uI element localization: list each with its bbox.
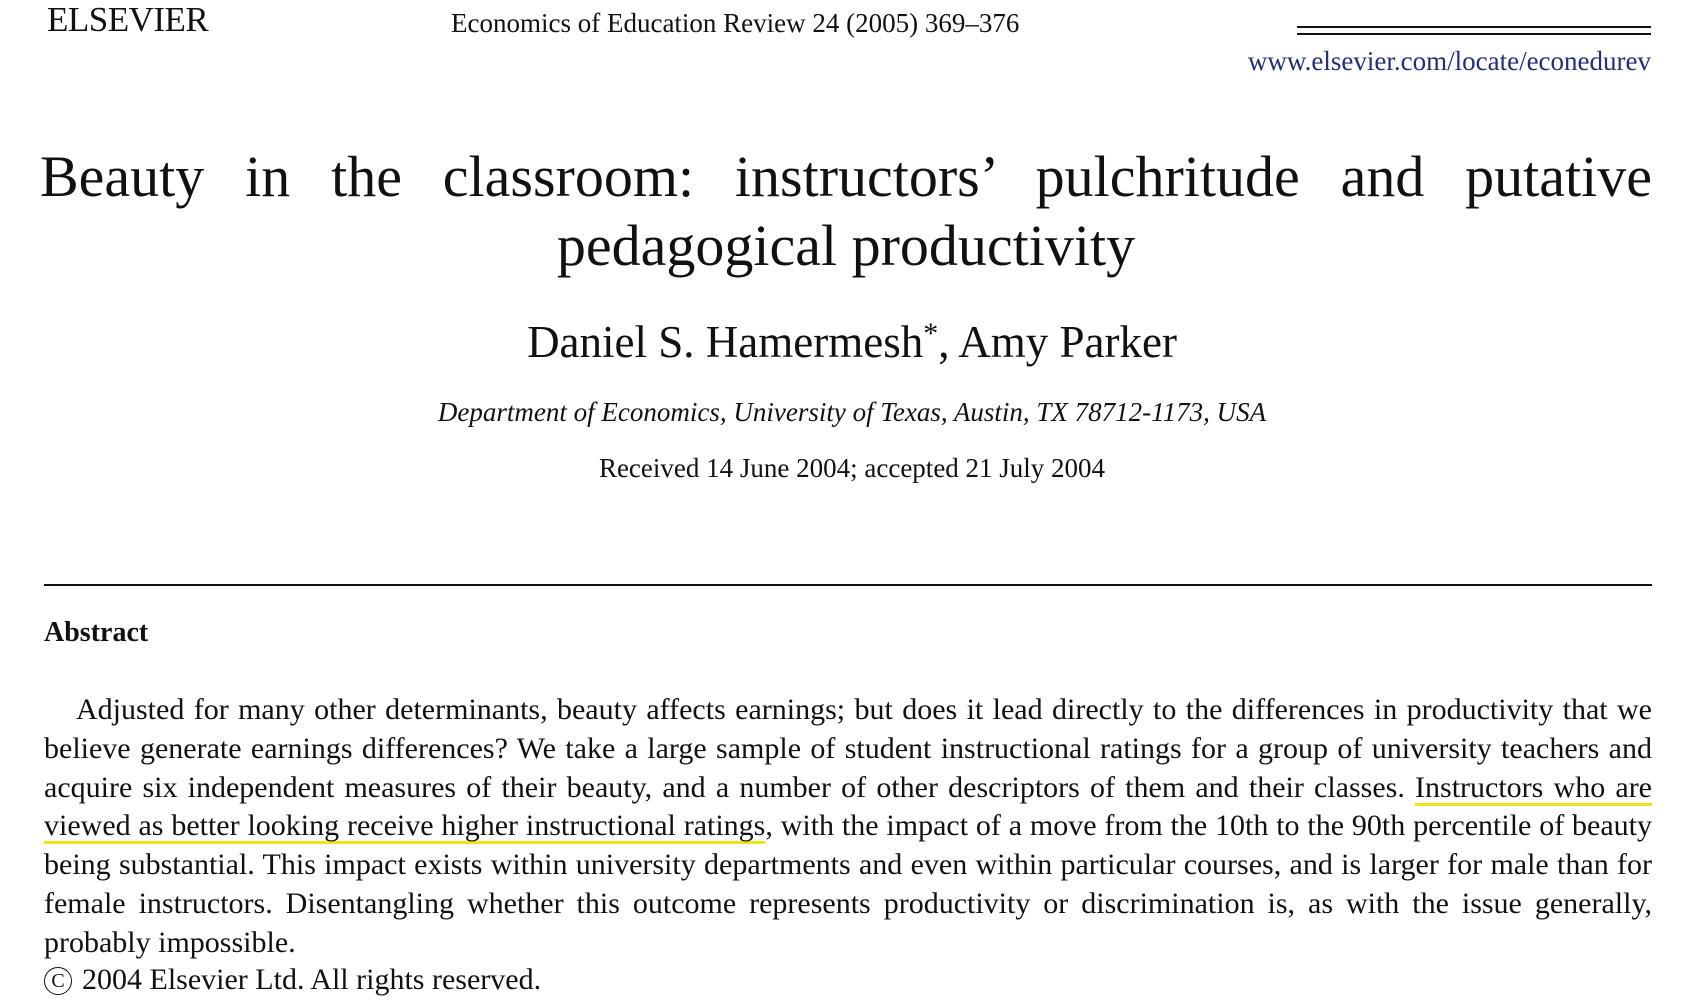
highlighted-sentence: Instructors who are viewed as better looking receive higher instructional ratings <box>44 770 1653 843</box>
received-accepted-dates: Received 14 June 2004; accepted 21 July 2004 <box>598 453 1106 483</box>
journal-url-link[interactable]: www.elsevier.com/locate/econedurev <box>1247 46 1651 76</box>
publisher-logo: ELSEVIER <box>47 0 209 39</box>
journal-reference: Economics of Education Review 24 (2005) 369–376 <box>451 8 1020 38</box>
affiliation: Department of Economics, University of Texas, Austin, TX 78712-1173, USA <box>437 397 1267 427</box>
abstract-text-part-1: Adjusted for many other determinants, beauty affects earnings; but does it lead directly to the differences in productivity that we believe generate earnings differences? We take a large sample of student instructional ratings for a group of university teachers and acquire six independent measures of their beauty, and a number of other descriptors of them and their classes. <box>44 693 1652 804</box>
copyright-text: 2004 Elsevier Ltd. All rights reserved. <box>82 963 542 996</box>
article-title-line-1: Beauty in the classroom: instructors’ pulchritude and putative <box>40 144 1652 209</box>
article-title <box>40 142 1652 280</box>
corresponding-author-mark[interactable]: * <box>923 317 939 350</box>
section-divider <box>44 584 1652 586</box>
abstract-text <box>44 691 1652 963</box>
article-title-line-2: pedagogical productivity <box>556 213 1136 278</box>
abstract-text-part-2: , with the impact of a move from the 10th to the 90th percentile of beauty being substantial. This impact exists within university departments and even within particular courses, and is larger for male than for female instructors. Disentangling whether this outcome represents productivity or discrimination is, as with the issue generally, probably impossible. <box>44 809 1652 959</box>
authors <box>0 316 1704 368</box>
copyright-notice <box>44 963 541 997</box>
copyright-icon: C <box>44 967 72 995</box>
author-2[interactable]: , Amy Parker <box>938 317 1177 367</box>
author-1[interactable]: Daniel S. Hamermesh <box>527 317 924 367</box>
abstract-heading: Abstract <box>44 617 149 648</box>
header-double-rule <box>1297 26 1651 35</box>
